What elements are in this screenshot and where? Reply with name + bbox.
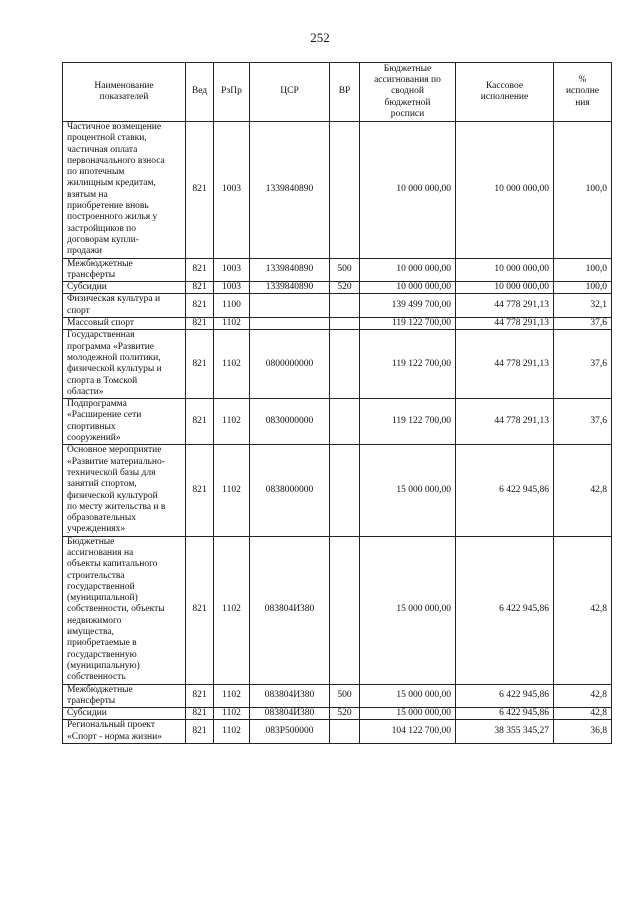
- cell-pct: 42,8: [554, 684, 612, 708]
- cell-vr: [330, 330, 360, 399]
- cell-budget: 104 122 700,00: [360, 720, 456, 744]
- cell-pct: 37,6: [554, 399, 612, 445]
- cell-vr: [330, 720, 360, 744]
- header-rzpr: РзПр: [214, 63, 250, 122]
- cell-ved: 821: [186, 330, 214, 399]
- cell-ved: 821: [186, 258, 214, 282]
- cell-name: Субсидии: [63, 282, 186, 294]
- cell-vr: 500: [330, 258, 360, 282]
- header-name: Наименование показателей: [63, 63, 186, 122]
- cell-rzpr: 1102: [214, 399, 250, 445]
- cell-csr: 083804И380: [250, 708, 330, 720]
- cell-csr: 083P500000: [250, 720, 330, 744]
- cell-name: Межбюджетные трансферты: [63, 258, 186, 282]
- cell-name: Физическая культура и спорт: [63, 294, 186, 318]
- cell-cash: 6 422 945,86: [456, 445, 554, 536]
- cell-name: Массовый спорт: [63, 318, 186, 330]
- cell-ved: 821: [186, 684, 214, 708]
- cell-ved: 821: [186, 318, 214, 330]
- cell-rzpr: 1102: [214, 318, 250, 330]
- cell-csr: 0830000000: [250, 399, 330, 445]
- cell-ved: 821: [186, 294, 214, 318]
- table-row: [63, 445, 612, 536]
- cell-csr: 0838000000: [250, 445, 330, 536]
- cell-cash: 10 000 000,00: [456, 122, 554, 259]
- cell-budget: 15 000 000,00: [360, 536, 456, 684]
- cell-budget: 119 122 700,00: [360, 318, 456, 330]
- cell-vr: [330, 122, 360, 259]
- cell-budget: 119 122 700,00: [360, 330, 456, 399]
- cell-vr: [330, 399, 360, 445]
- cell-rzpr: 1003: [214, 282, 250, 294]
- cell-pct: 42,8: [554, 536, 612, 684]
- table-row: [63, 294, 612, 318]
- header-budget: Бюджетные ассигнования по сводной бюджетной росписи: [360, 63, 456, 122]
- cell-csr: 1339840890: [250, 282, 330, 294]
- cell-pct: 42,8: [554, 445, 612, 536]
- cell-csr: [250, 294, 330, 318]
- cell-cash: 44 778 291,13: [456, 330, 554, 399]
- cell-name: Субсидии: [63, 708, 186, 720]
- cell-name: Межбюджетные трансферты: [63, 684, 186, 708]
- cell-rzpr: 1102: [214, 536, 250, 684]
- cell-rzpr: 1102: [214, 684, 250, 708]
- cell-ved: 821: [186, 536, 214, 684]
- cell-vr: [330, 318, 360, 330]
- cell-ved: 821: [186, 708, 214, 720]
- cell-csr: 1339840890: [250, 258, 330, 282]
- cell-rzpr: 1102: [214, 330, 250, 399]
- cell-name: Основное мероприятие «Развитие материально- технической базы для занятий спортом, физической культурой по месту жительства и в образовательных учреждениях»: [63, 445, 186, 536]
- cell-csr: 083804И380: [250, 536, 330, 684]
- cell-cash: 10 000 000,00: [456, 282, 554, 294]
- cell-pct: 32,1: [554, 294, 612, 318]
- cell-ved: 821: [186, 399, 214, 445]
- cell-cash: 6 422 945,86: [456, 684, 554, 708]
- cell-cash: 6 422 945,86: [456, 708, 554, 720]
- cell-name: Государственная программа «Развитие молодежной политики, физической культуры и спорта в Томской области»: [63, 330, 186, 399]
- cell-rzpr: 1102: [214, 708, 250, 720]
- cell-vr: 520: [330, 282, 360, 294]
- header-vr: ВР: [330, 63, 360, 122]
- cell-budget: 10 000 000,00: [360, 258, 456, 282]
- cell-vr: 520: [330, 708, 360, 720]
- cell-rzpr: 1102: [214, 445, 250, 536]
- table-row: [63, 684, 612, 708]
- table-row: [63, 330, 612, 399]
- cell-pct: 37,6: [554, 318, 612, 330]
- cell-name: Региональный проект «Спорт - норма жизни»: [63, 720, 186, 744]
- table-row: [63, 536, 612, 684]
- cell-budget: 119 122 700,00: [360, 399, 456, 445]
- table-body: [63, 122, 612, 744]
- cell-budget: 10 000 000,00: [360, 282, 456, 294]
- cell-csr: 0800000000: [250, 330, 330, 399]
- cell-budget: 15 000 000,00: [360, 684, 456, 708]
- budget-table: [62, 62, 612, 744]
- cell-ved: 821: [186, 445, 214, 536]
- cell-rzpr: 1003: [214, 258, 250, 282]
- table-row: [63, 720, 612, 744]
- table-row: [63, 399, 612, 445]
- cell-pct: 42,8: [554, 708, 612, 720]
- cell-pct: 100,0: [554, 258, 612, 282]
- table-row: [63, 122, 612, 259]
- cell-cash: 44 778 291,13: [456, 294, 554, 318]
- table-row: [63, 258, 612, 282]
- cell-budget: 10 000 000,00: [360, 122, 456, 259]
- cell-cash: 44 778 291,13: [456, 399, 554, 445]
- cell-cash: 44 778 291,13: [456, 318, 554, 330]
- cell-ved: 821: [186, 122, 214, 259]
- cell-pct: 100,0: [554, 122, 612, 259]
- cell-cash: 6 422 945,86: [456, 536, 554, 684]
- cell-rzpr: 1003: [214, 122, 250, 259]
- cell-cash: 38 355 345,27: [456, 720, 554, 744]
- cell-budget: 15 000 000,00: [360, 445, 456, 536]
- cell-csr: 083804И380: [250, 684, 330, 708]
- cell-csr: 1339840890: [250, 122, 330, 259]
- cell-ved: 821: [186, 282, 214, 294]
- cell-pct: 36,8: [554, 720, 612, 744]
- cell-pct: 100,0: [554, 282, 612, 294]
- cell-vr: [330, 294, 360, 318]
- header-csr: ЦСР: [250, 63, 330, 122]
- page-number: 252: [310, 30, 330, 45]
- cell-name: Подпрограмма «Расширение сети спортивных сооружений»: [63, 399, 186, 445]
- cell-vr: 500: [330, 684, 360, 708]
- header-pct: % исполне ния: [554, 63, 612, 122]
- cell-vr: [330, 536, 360, 684]
- cell-csr: [250, 318, 330, 330]
- cell-name: Бюджетные ассигнования на объекты капитального строительства государственной (муниципальной) собственности, объекты недвижимого имущества, приобретаемые в государственную (муниципальную) собственность: [63, 536, 186, 684]
- table-header: [63, 63, 612, 122]
- table-row: [63, 282, 612, 294]
- cell-pct: 37,6: [554, 330, 612, 399]
- header-ved: Вед: [186, 63, 214, 122]
- cell-vr: [330, 445, 360, 536]
- cell-ved: 821: [186, 720, 214, 744]
- cell-budget: 15 000 000,00: [360, 708, 456, 720]
- table-row: [63, 708, 612, 720]
- cell-budget: 139 499 700,00: [360, 294, 456, 318]
- cell-cash: 10 000 000,00: [456, 258, 554, 282]
- header-cash: Кассовое исполнение: [456, 63, 554, 122]
- cell-name: Частичное возмещение процентной ставки, частичная оплата первоначального взноса по ипотечным жилищным кредитам, взятым на приобретение вновь построенного жилья у застройщиков по договорам купли- продажи: [63, 122, 186, 259]
- cell-rzpr: 1100: [214, 294, 250, 318]
- cell-rzpr: 1102: [214, 720, 250, 744]
- table-row: [63, 318, 612, 330]
